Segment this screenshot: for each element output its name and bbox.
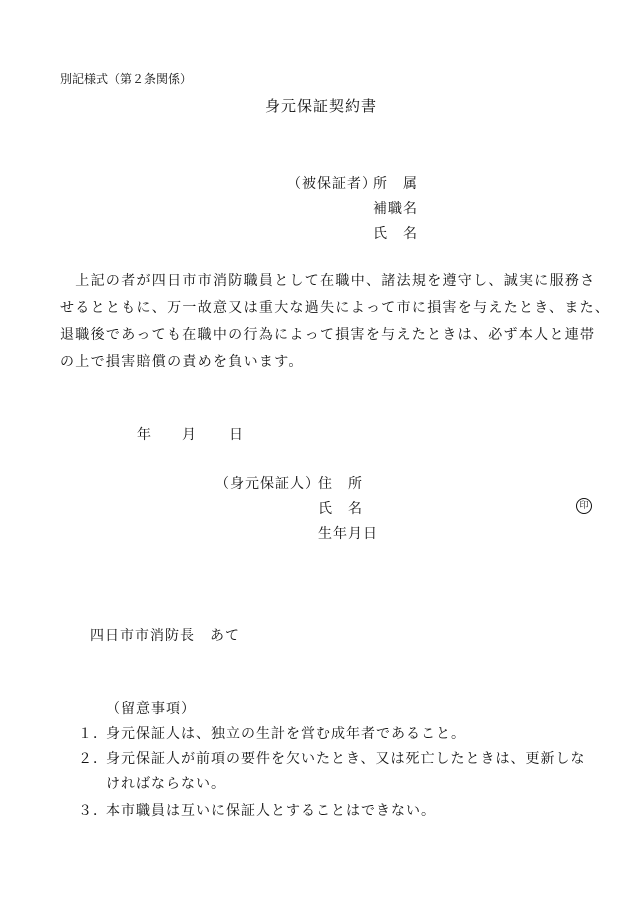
note-number: ３． <box>78 803 108 819</box>
form-label: 別記様式（第２条関係） <box>60 72 193 86</box>
date-year: 年 <box>137 427 152 443</box>
note-text: 身元保証人は、独立の生計を営む成年者であること。 <box>106 726 466 742</box>
note-text: 本市職員は互いに保証人とすることはできない。 <box>106 803 436 819</box>
guarantor-label: （身元保証人） <box>215 476 320 492</box>
seal-mark: 印 <box>576 498 592 514</box>
body-line: せるとともに、万一故意又は重大な過失によって市に損害を与えたとき、また、 <box>60 300 611 316</box>
date-day: 日 <box>229 427 244 443</box>
document-title: 身元保証契約書 <box>265 97 378 115</box>
note-text-continued: ければならない。 <box>106 776 226 792</box>
guaranteed-field-name: 氏 名 <box>373 226 418 242</box>
body-line: 退職後であっても在職中の行為によって損害を与えたときは、必ず本人と連帯 <box>60 327 596 343</box>
body-line: 上記の者が四日市市消防職員として在職中、諸法規を遵守し、誠実に服務さ <box>60 273 596 289</box>
guarantor-field-birthdate: 生年月日 <box>318 526 378 542</box>
note-text: 身元保証人が前項の要件を欠いたとき、又は死亡したときは、更新しな <box>106 751 586 767</box>
date-month: 月 <box>182 427 197 443</box>
guarantor-field-name: 氏 名 <box>318 501 363 517</box>
note-number: １． <box>78 726 108 742</box>
guaranteed-field-position: 補職名 <box>373 201 418 217</box>
guaranteed-label: （被保証者） <box>287 176 377 192</box>
note-number: ２． <box>78 751 108 767</box>
guaranteed-field-affiliation: 所 属 <box>373 176 418 192</box>
body-line: の上で損害賠償の責めを負います。 <box>60 354 304 370</box>
guarantor-field-address: 住 所 <box>318 476 363 492</box>
notes-heading: （留意事項） <box>106 701 196 717</box>
guarantee-body <box>60 268 612 376</box>
addressee: 四日市市消防長 あて <box>90 628 240 644</box>
